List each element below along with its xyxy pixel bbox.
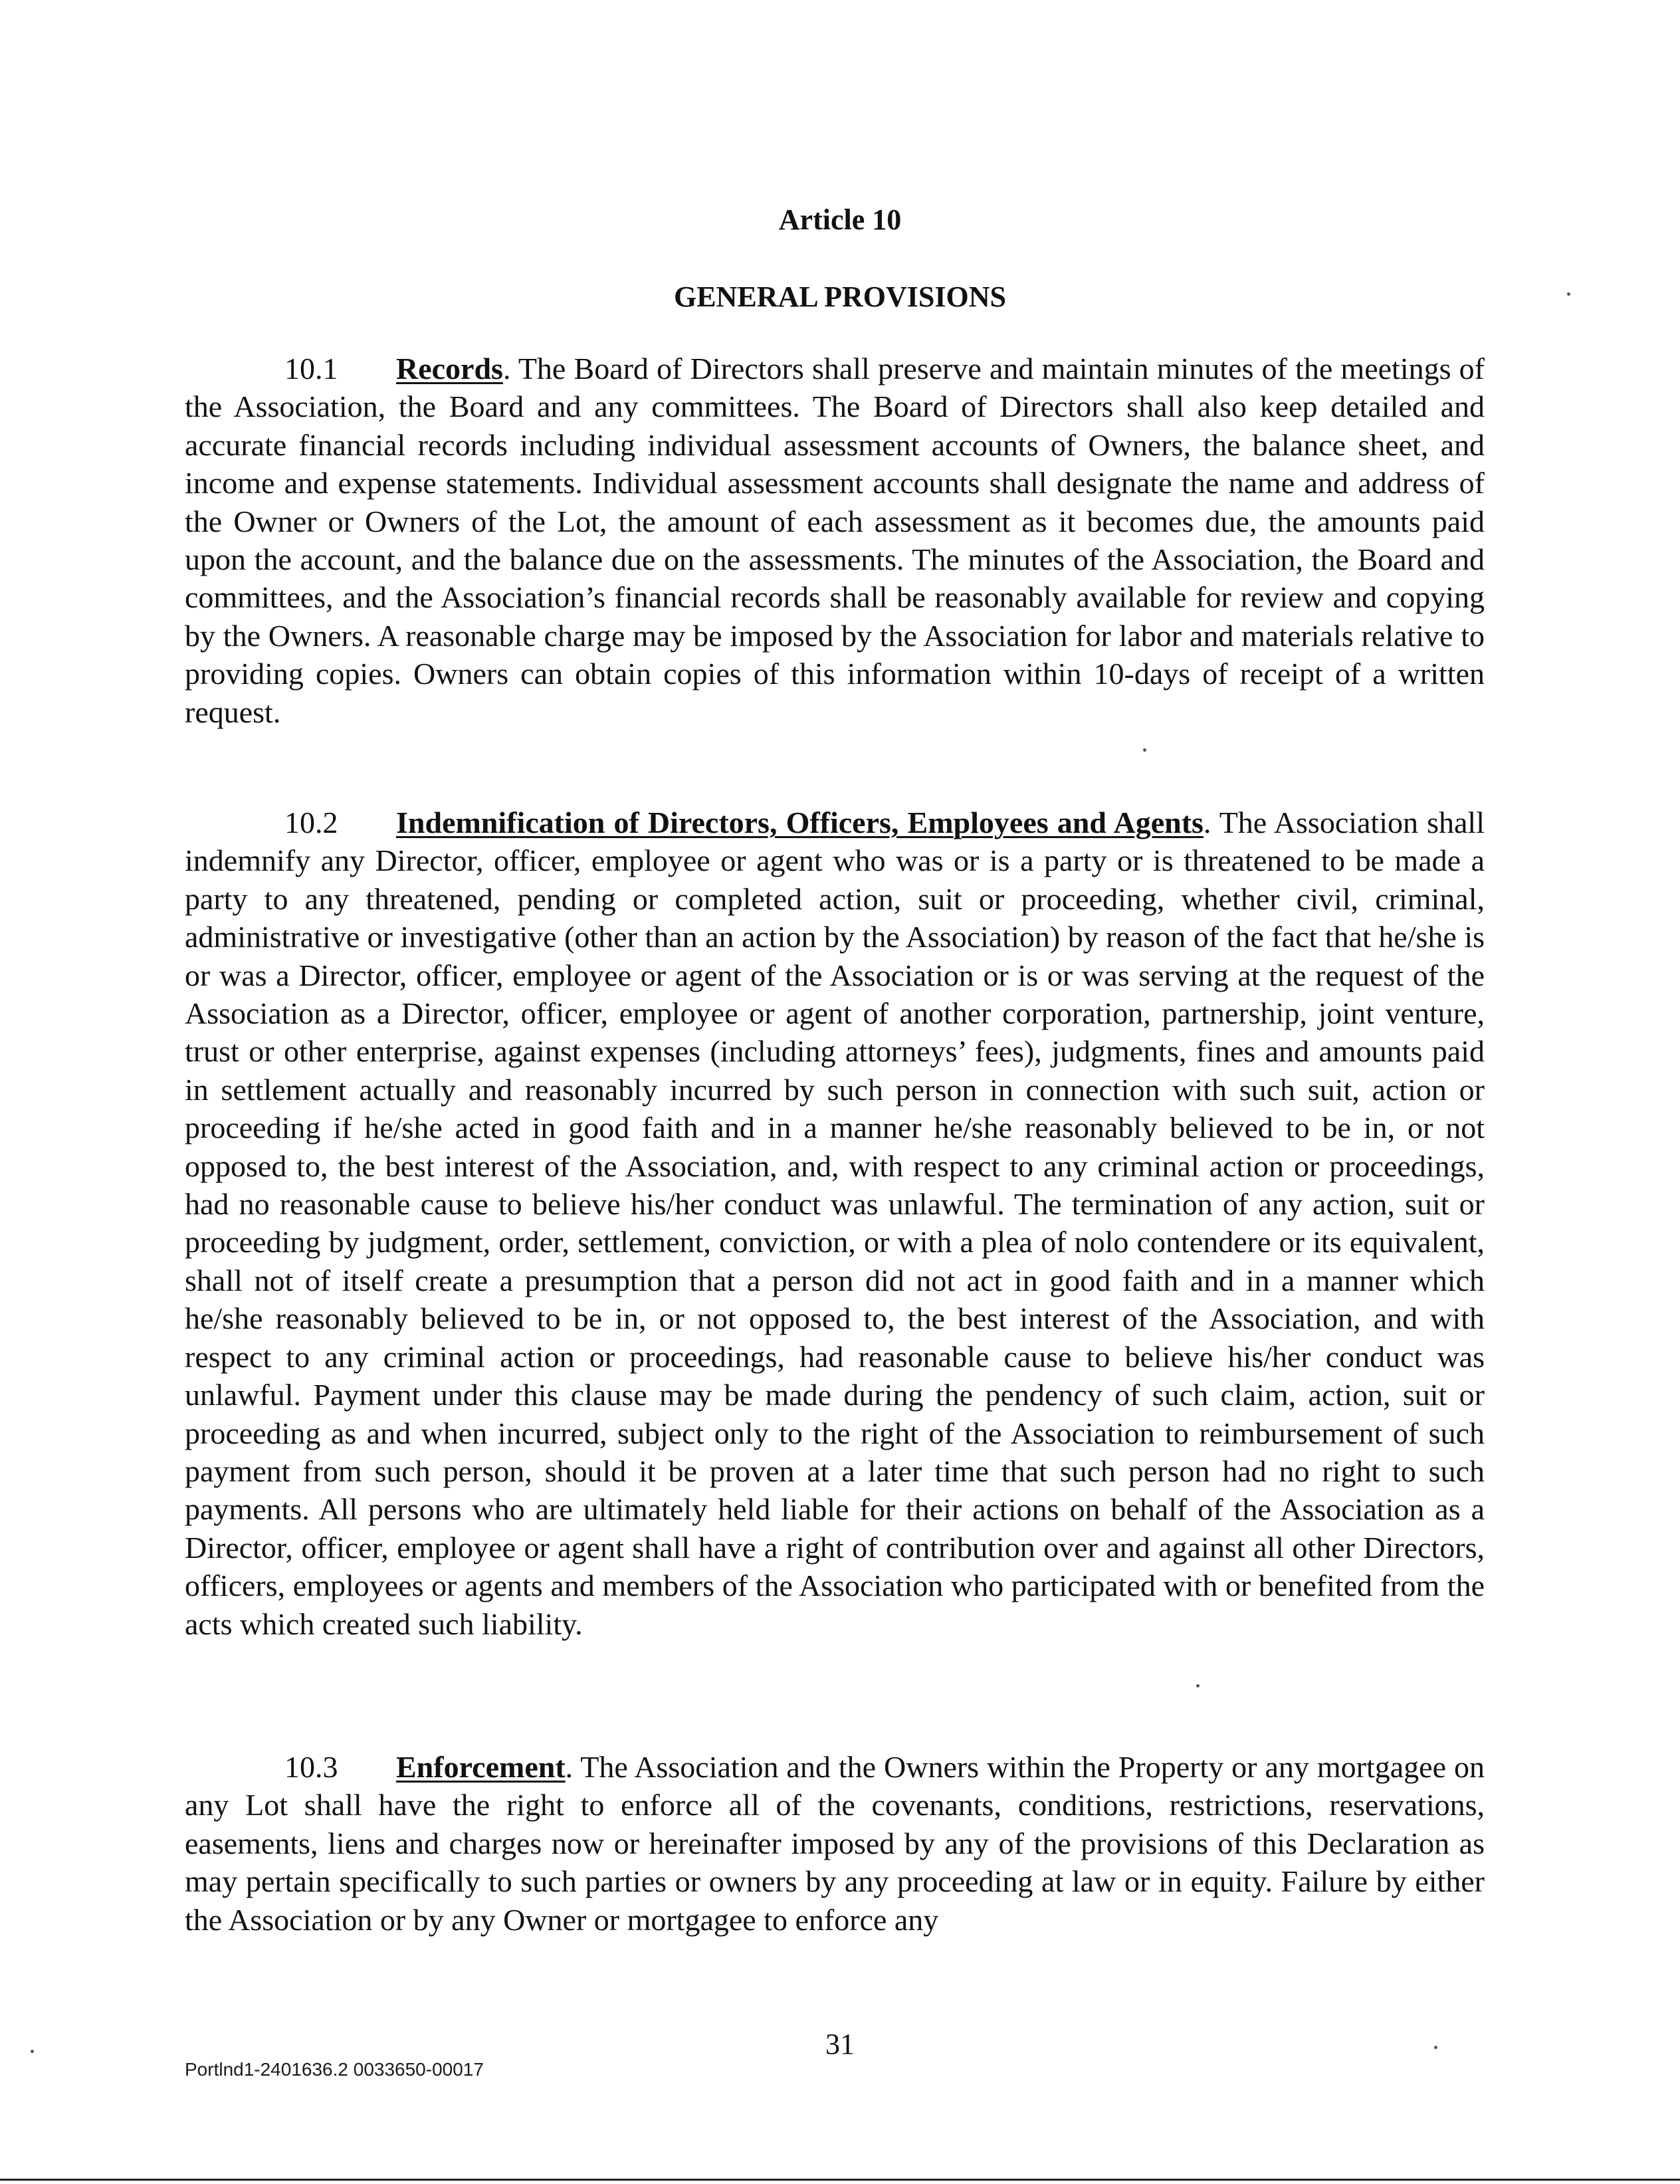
- section-body-text: The Association and the Owners within the Property or any mortgagee on any Lot shall have the right to enforce all of the covenants, conditions, restrictions, reservations, easements, liens and charges now or hereinafter imposed by any of the provisions of this Declaration as may pertain specifically to such parties or owners by any proceeding at law or in equity. Failure by either the Association or by any Owner or mortgagee to enforce any: [185, 1750, 1485, 1937]
- section-title: Indemnification of Directors, Officers, Employees and Agents: [396, 806, 1204, 839]
- section-number: 10.3: [284, 1750, 338, 1784]
- section-title-punct: .: [565, 1750, 574, 1784]
- scan-speck: [1143, 748, 1146, 752]
- scan-speck: [31, 2050, 34, 2053]
- scan-speck: [1434, 2046, 1437, 2049]
- section-number: 10.1: [284, 352, 338, 385]
- section-10-3-paragraph: [185, 1748, 1485, 1939]
- scan-edge-divider: [0, 2179, 1680, 2181]
- section-title: Records: [396, 352, 503, 385]
- article-heading: Article 10: [778, 203, 902, 236]
- page-number: 31: [825, 2028, 855, 2060]
- section-title-punct: .: [1203, 806, 1211, 839]
- scan-speck: [1567, 292, 1570, 296]
- section-title-punct: .: [502, 352, 511, 385]
- section-10-1-paragraph: [185, 350, 1485, 731]
- section-number: 10.2: [284, 806, 338, 839]
- document-id: Portlnd1-2401636.2 0033650-00017: [185, 2059, 484, 2080]
- section-body-text: The Board of Directors shall preserve and maintain minutes of the meetings of the Association, the Board and any committees. The Board of Directors shall also keep detailed and accurate financial records including individual assessment accounts of Owners, the balance sheet, and income and expense statements. Individual assessment accounts shall designate the name and address of the Owner or Owners of the Lot, the amount of each assessment as it becomes due, the amounts paid upon the account, and the balance due on the assessments. The minutes of the Association, the Board and committees, and the Association’s financial records shall be reasonably available for review and copying by the Owners. A reasonable charge may be imposed by the Association for labor and materials relative to providing copies. Owners can obtain copies of this information within 10-days of receipt of a written request.: [185, 352, 1485, 729]
- article-title: GENERAL PROVISIONS: [673, 280, 1006, 313]
- scan-speck: [1196, 1684, 1200, 1688]
- section-10-2-paragraph: [185, 804, 1485, 1643]
- section-body-text: The Association shall indemnify any Director, officer, employee or agent who was or is a party or is threatened to be made a party to any threatened, pending or completed action, suit or proceeding, whether civil, criminal, administrative or investigative (other than an action by the Association) by reason of the fact that he/she is or was a Director, officer, employee or agent of the Association or is or was serving at the request of the Association as a Director, officer, employee or agent of another corporation, partnership, joint venture, trust or other enterprise, against expenses (including attorneys’ fees), judgments, fines and amounts paid in settlement actually and reasonably incurred by such person in connection with such suit, action or proceeding if he/she acted in good faith and in a manner he/she reasonably believed to be in, or not opposed to, the best interest of the Association, and, with respect to any criminal action or proceedings, had no reasonable cause to believe his/her conduct was unlawful. The termination of any action, suit or proceeding by judgment, order, settlement, conviction, or with a plea of nolo contendere or its equivalent, shall not of itself create a presumption that a person did not act in good faith and in a manner which he/she reasonably believed to be in, or not opposed to, the best interest of the Association, and with respect to any criminal action or proceedings, had reasonable cause to believe his/her conduct was unlawful. Payment under this clause may be made during the pendency of such claim, action, suit or proceeding as and when incurred, subject only to the right of the Association to reimbursement of such payment from such person, should it be proven at a later time that such person had no right to such payments. All persons who are ultimately held liable for their actions on behalf of the Association as a Director, officer, employee or agent shall have a right of contribution over and against all other Directors, officers, employees or agents and members of the Association who participated with or benefited from the acts which created such liability.: [185, 806, 1485, 1641]
- section-title: Enforcement: [396, 1750, 566, 1784]
